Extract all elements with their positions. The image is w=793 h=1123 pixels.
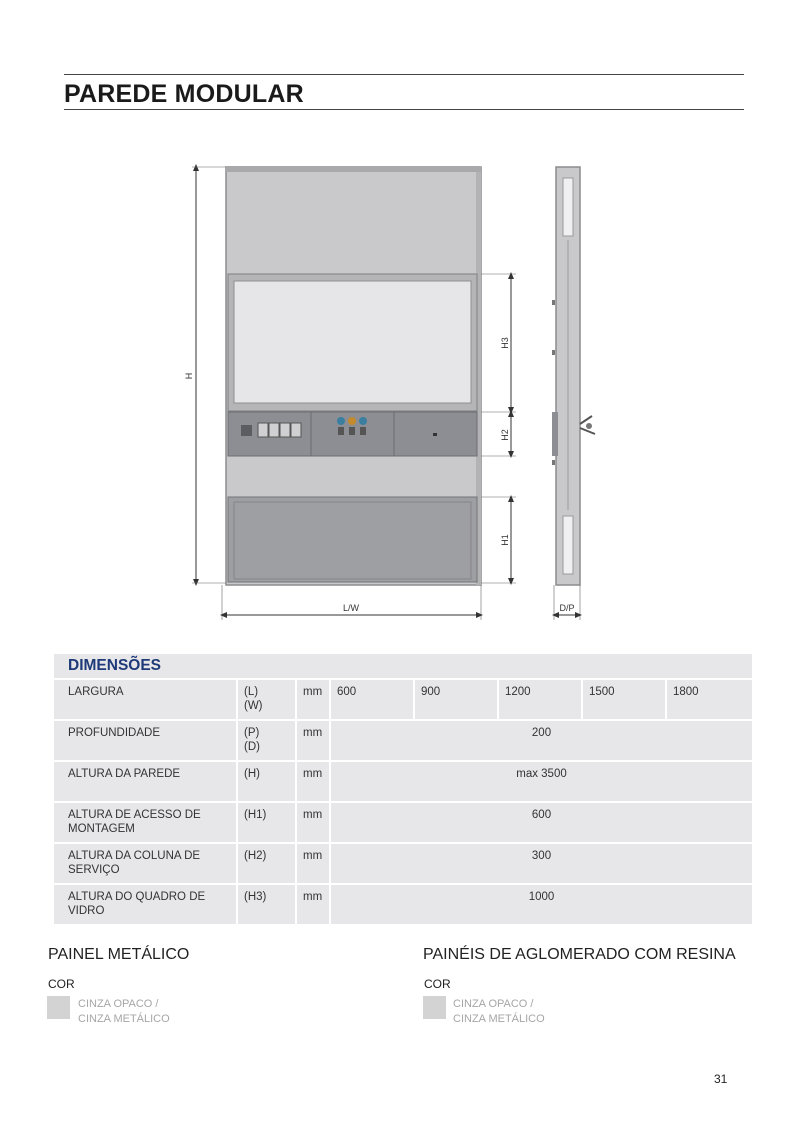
resin-panel-title: PAINÉIS DE AGLOMERADO COM RESINA (423, 946, 736, 963)
glass-pane (234, 281, 471, 403)
row-value: 1000 (528, 891, 555, 903)
title-top-rule (64, 74, 744, 75)
row-name: PROFUNDIDADE (54, 720, 237, 761)
socket-icons (241, 423, 301, 437)
page-number: 31 (714, 1072, 728, 1086)
metal-panel-color-label: COR (48, 977, 75, 991)
dimensions-table (54, 654, 752, 924)
metal-panel-color-name: CINZA OPACO / CINZA METÁLICO (78, 998, 170, 1025)
metal-panel-title: PAINEL METÁLICO (48, 946, 190, 963)
row-value: max 3500 (330, 761, 752, 802)
table-row (54, 843, 752, 884)
technical-drawing (0, 150, 793, 630)
row-symbol: (H3) (237, 884, 296, 924)
metal-panel-color-swatch (47, 996, 70, 1019)
row-symbol: (L) (W) (237, 679, 296, 720)
row-symbol: (H2) (237, 843, 296, 884)
row-symbol: (H1) (237, 802, 296, 843)
width-value: 1200 (498, 679, 582, 720)
row-value: 200 (330, 720, 752, 761)
table-row (54, 802, 752, 843)
table-row (54, 884, 752, 924)
row-name: ALTURA DA COLUNA DE SERVIÇO (54, 843, 237, 884)
row-unit: mm (296, 720, 330, 761)
side-view (552, 167, 595, 585)
width-value: 600 (330, 679, 414, 720)
resin-panel-color-name: CINZA OPACO / CINZA METÁLICO (453, 998, 545, 1025)
dim-label-h: H (184, 372, 194, 380)
dimensions-title: DIMENSÕES (54, 654, 752, 679)
row-unit: mm (296, 679, 330, 720)
outlet-icon (433, 433, 437, 436)
row-unit: mm (296, 884, 330, 924)
row-name: ALTURA DA PAREDE (54, 761, 237, 802)
resin-panel-color-swatch (423, 996, 446, 1019)
dim-label-h1: H1 (500, 534, 510, 546)
row-name: ALTURA DE ACESSO DE MONTAGEM (54, 802, 237, 843)
dim-label-h3: H3 (500, 337, 510, 349)
row-unit: mm (296, 843, 330, 884)
row-name: LARGURA (54, 679, 237, 720)
width-value: 1800 (666, 679, 752, 720)
table-row (54, 720, 752, 761)
dim-label-dp: D/P (559, 603, 575, 613)
row-symbol: (H) (237, 761, 296, 802)
width-value: 900 (414, 679, 498, 720)
front-view (226, 167, 481, 585)
width-value: 1500 (582, 679, 666, 720)
resin-panel-color-label: COR (424, 977, 451, 991)
title-bottom-rule (64, 109, 744, 110)
row-unit: mm (296, 802, 330, 843)
page-title: PAREDE MODULAR (64, 80, 304, 108)
row-unit: mm (296, 761, 330, 802)
dim-label-h2: H2 (500, 429, 510, 441)
dim-label-lw: L/W (342, 603, 360, 613)
table-row (54, 679, 752, 720)
row-name: ALTURA DO QUADRO DE VIDRO (54, 884, 237, 924)
row-symbol: (P) (D) (237, 720, 296, 761)
row-value: 600 (330, 802, 752, 843)
lower-access-panel (228, 497, 477, 582)
table-row (54, 761, 752, 802)
row-value: 300 (330, 843, 752, 884)
